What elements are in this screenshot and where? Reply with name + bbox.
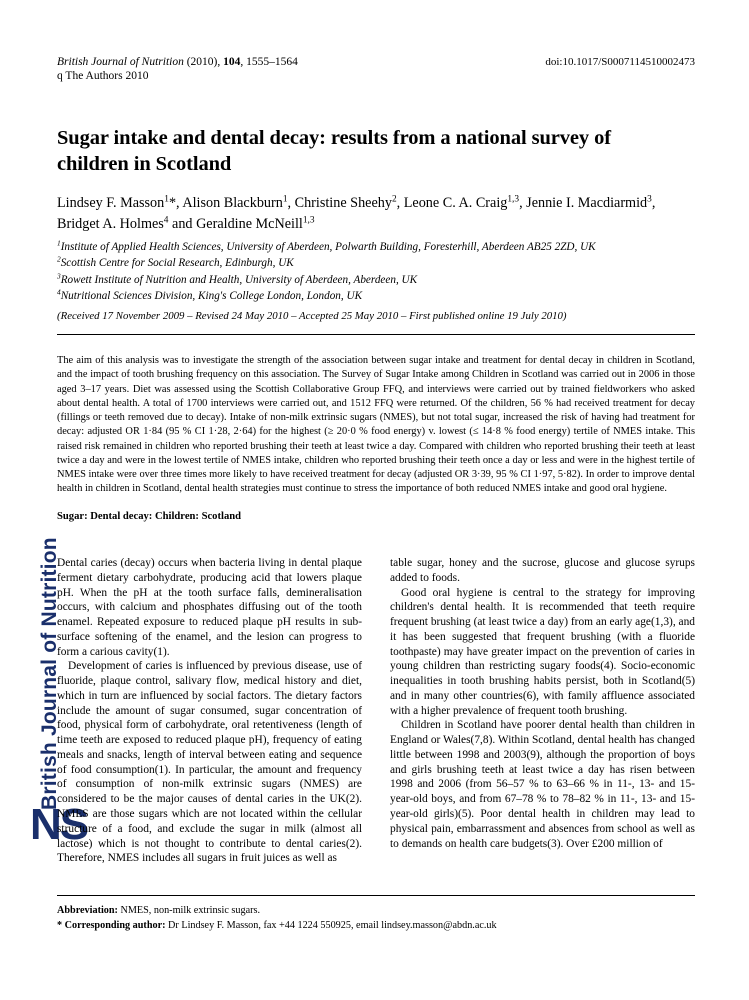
paragraph: Dental caries (decay) occurs when bacteria living in dental plaque ferment dietary carbohydrate, producing acid that lowers plaque pH. When the pH at the tooth surface falls, demineralisation occurs, with calcium and phosphates diffusing out of the tooth enamel. Repeated exposure to reduced plaque pH results in sub-surface softening of the enamel, and the lesion can progress to form a carious cavity(1).: [57, 557, 362, 658]
abbreviation-footnote: [57, 903, 695, 918]
footnotes: [57, 903, 695, 934]
paragraph: Development of caries is influenced by previous disease, use of fluoride, plaque control, salivary flow, medical history and diet, which in turn are influenced by social factors. The dietary factors include the amount of sugar consumed, sugar concentration of food, physical form of carbohydrate, oral retentiveness (length of time teeth are exposed to reduced plaque pH), frequency of eating meals and snacks, length of interval between eating and sequence of food consumption(1). In particular, the amount and frequency of consumption of non-milk extrinsic sugars (NMES) are considered to be the major causes of dental caries in the UK(2). NMES are those sugars which are not located within the cellular structure of a food, and exclude the sugar in milk (almost all lactose) which is not thought to contribute to dental caries(2). Therefore, NMES includes all sugars in fruit juices as well as: [57, 660, 362, 865]
affiliation-item: $^3$Rowett Institute of Nutrition and Health, University of Aberdeen, Aberdeen, UK: [57, 271, 418, 286]
journal-citation: [57, 56, 298, 68]
journal-year: (2010),: [186, 56, 221, 68]
affiliation-item: $^4$Nutritional Sciences Division, King's College London, London, UK: [57, 287, 363, 303]
journal-vertical-title: British Journal of Nutrition: [38, 537, 61, 810]
abbreviation-label: Abbreviation:: [57, 905, 118, 916]
received-dates: (Received 17 November 2009 – Revised 24 May 2010 – Accepted 25 May 2010 – First published online 19 July 2010): [57, 310, 567, 322]
paragraph: Good oral hygiene is central to the strategy for improving children's dental health. It is recommended that teeth require frequent brushing (at least twice a day) from an early age(1,3), and it has been suggested that frequent brushing (with a fluoride toothpaste) may have greater impact on the prevention of caries in young children than restricting sugary foods(4). Socio-economic inequalities in tooth brushing habits persist, both in Scotland(5) and in many other countries(6), with family affluence associated with a higher prevalence of frequent tooth brushing.: [390, 586, 695, 717]
corresponding-author-footnote: [57, 918, 695, 933]
header-divider: [57, 334, 695, 335]
corresponding-label: * Corresponding author:: [57, 920, 166, 932]
body-right-column: [390, 556, 695, 886]
journal-name: British Journal of Nutrition: [57, 56, 184, 68]
author-list: Lindsey F. Masson$^1$*, Alison Blackburn$^1$, Christine Sheehy$^2$, Leone C. A. Craig$^{1,3}$, Jennie I. Macdiarmid$^3$, Bridget A. Holmes$^4$ and Geraldine McNeill$^{1,3}$: [57, 194, 656, 232]
abbreviation-text: NMES, non-milk extrinsic sugars.: [117, 905, 261, 916]
journal-volume: 104: [223, 56, 241, 68]
affiliation-item: $^1$Institute of Applied Health Sciences, University of Aberdeen, Polwarth Building, Foresterhill, Aberdeen AB25 2ZD, UK: [57, 238, 596, 253]
paragraph: Children in Scotland have poorer dental health than children in England or Wales(7,8). Within Scotland, dental health has changed little between 1998 and 2003(9), although the proportion of boys and girls brushing teeth at least twice a day has risen between 1998 and 2006 (from 56–57 % to 63–66 % in 11-, 13- and 15-year-old boys, and from 67–78 % to 78–82 % in 11-, 13- and 15-year-old girls)(5). Poor dental health in children may lead to physical pain, embarrassment and absences from school as well as to demands on health care budgets(3). Over £200 million of: [390, 719, 695, 850]
body-columns: [57, 556, 695, 886]
keywords-line: Sugar: Dental decay: Children: Scotland: [57, 511, 242, 522]
journal-pages: , 1555–1564: [240, 56, 298, 68]
ns-logo: NS: [30, 800, 88, 849]
page-header: [57, 56, 695, 82]
corresponding-text: Dr Lindsey F. Masson, fax +44 1224 550925, email lindsey.masson@abdn.ac.uk: [165, 920, 497, 932]
body-left-column: [57, 556, 362, 886]
paragraph: table sugar, honey and the sucrose, glucose and glucose syrups added to foods.: [390, 557, 695, 584]
copyright-line: q The Authors 2010: [57, 70, 149, 82]
doi-text: doi:10.1017/S0007114510002473: [545, 56, 695, 68]
affiliation-list: [57, 239, 695, 305]
footer-divider: [57, 895, 695, 896]
page-title: Sugar intake and dental decay: results from a national survey of children in Scotland: [57, 127, 611, 176]
affiliation-item: $^2$Scottish Centre for Social Research, Edinburgh, UK: [57, 254, 294, 270]
abstract-text: The aim of this analysis was to investigate the strength of the association between sugar intake and treatment for dental decay in children in Scotland, and the impact of tooth brushing frequency on this association. The Survey of Sugar Intake among Children in Scotland was carried out in 2006 in those aged 3–17 years. Diet was assessed using the Scottish Collaborative Group FFQ, and interviews were carried out by trained fieldworkers who asked about dental health. A total of 1700 interviews were carried out, and 1512 FFQ were returned. Of the children, 56 % had received treatment for decay (fillings or teeth removed due to decay). Intake of non-milk extrinsic sugars (NMES), but not total sugar, increased the risk of having had treatment for decay: adjusted OR 1·84 (95 % CI 1·28, 2·64) for the highest (≥ 20·0 % food energy) v. lowest (≤ 14·8 % food energy) tertile of NMES intake. This raised risk remained in children who reported brushing their teeth at least twice a day. Compared with children who reported brushing their teeth at least twice a day and were in the lowest tertile of NMES intake, children who reported brushing their teeth once a day or less and were in the highest tertile of NMES intake were over three times more likely to have received treatment for decay (adjusted OR 3·39, 95 % CI 1·97, 5·82). In order to improve dental health in children in Scotland, dental health strategies must continue to stress the importance of both reduced NMES intake and good oral hygiene.: [57, 355, 695, 495]
